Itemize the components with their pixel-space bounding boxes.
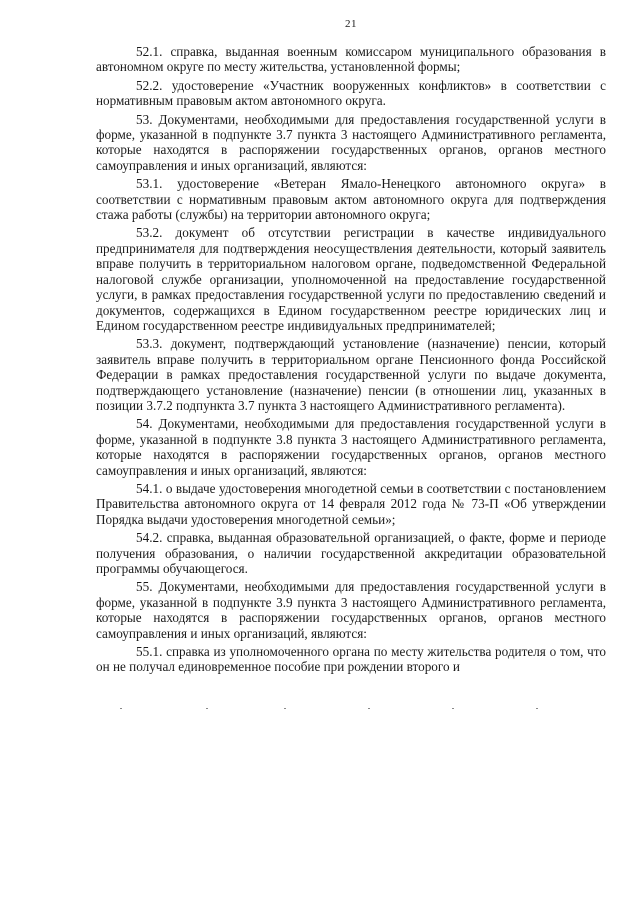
paragraph-54: 54. Документами, необходимыми для предоставления государственной услуги в форме, указанной в подпункте 3.8 пункта 3 настоящего Административного регламента, которые находятся в распоряжении государственных органов, органов местного самоуправления и иных организаций, являются: [96,416,606,478]
scan-dot [452,708,454,709]
paragraph-53-2: 53.2. документ об отсутствии регистрации в качестве индивидуального предпринимателя для подтверждения неосуществления деятельности, который заявитель вправе получить в территориальном налоговом органе, подведомственной Федеральной налоговой службе организации, уполномоченной на предоставление государственной услуги, в рамках предоставления государственной услуги по предоставлению сведений и документов, содержащихся в Едином государственном реестре юридических лиц и Едином государственном реестре индивидуальных предпринимателей; [96,225,606,333]
paragraph-54-1: 54.1. о выдаче удостоверения многодетной семьи в соответствии с постановлением Правительства автономного округа от 14 февраля 2012 года № 73-П «Об утверждении Порядка выдачи удостоверения многодетной семьи»; [96,480,606,527]
scan-dot [120,708,122,709]
paragraph-53-3: 53.3. документ, подтверждающий установление (назначение) пенсии, который заявитель вправе получить в территориальном органе Пенсионного фонда Российской Федерации в рамках предоставления государственной услуги по выдаче документа, подтверждающего установление (назначение) пенсии (в отношении лиц, указанных в позиции 3.7.2 подпункта 3.7 пункта 3 настоящего Административного регламента). [96,336,606,413]
scan-dot [284,708,286,709]
paragraph-54-2: 54.2. справка, выданная образовательной организацией, о факте, форме и периоде получения образования, о наличии государственной аккредитации образовательной программы обучающегося. [96,530,606,576]
scan-dot [206,708,208,709]
paragraph-52-2: 52.2. удостоверение «Участник вооруженных конфликтов» в соответствии с нормативным правовым актом автономного округа. [96,77,606,109]
paragraph-52-1: 52.1. справка, выданная военным комиссаром муниципального образования в автономном округе по месту жительства, установленной формы; [96,44,606,75]
paragraph-53: 53. Документами, необходимыми для предоставления государственной услуги в форме, указанной в подпункте 3.7 пункта 3 настоящего Административного регламента, которые находятся в распоряжении государственных органов, органов местного самоуправления и иных организаций, являются: [96,111,606,173]
scan-dot [536,708,538,709]
page-number: 21 [345,18,357,30]
paragraph-53-1: 53.1. удостоверение «Ветеран Ямало-Ненецкого автономного округа» в соответствии с нормативным правовым актом автономного округа для подтверждения стажа работы (службы) на территории автономного округа; [96,176,606,223]
paragraph-55-1: 55.1. справка из уполномоченного органа по месту жительства родителя о том, что он не получал единовременное пособие при рождении второго и [96,644,606,675]
paragraph-55: 55. Документами, необходимыми для предоставления государственной услуги в форме, указанной в подпункте 3.9 пункта 3 настоящего Административного регламента, которые находятся в распоряжении государственных органов, органов местного самоуправления и иных организаций, являются: [96,579,606,641]
scan-dot [368,708,370,709]
scan-artifacts [0,708,640,728]
